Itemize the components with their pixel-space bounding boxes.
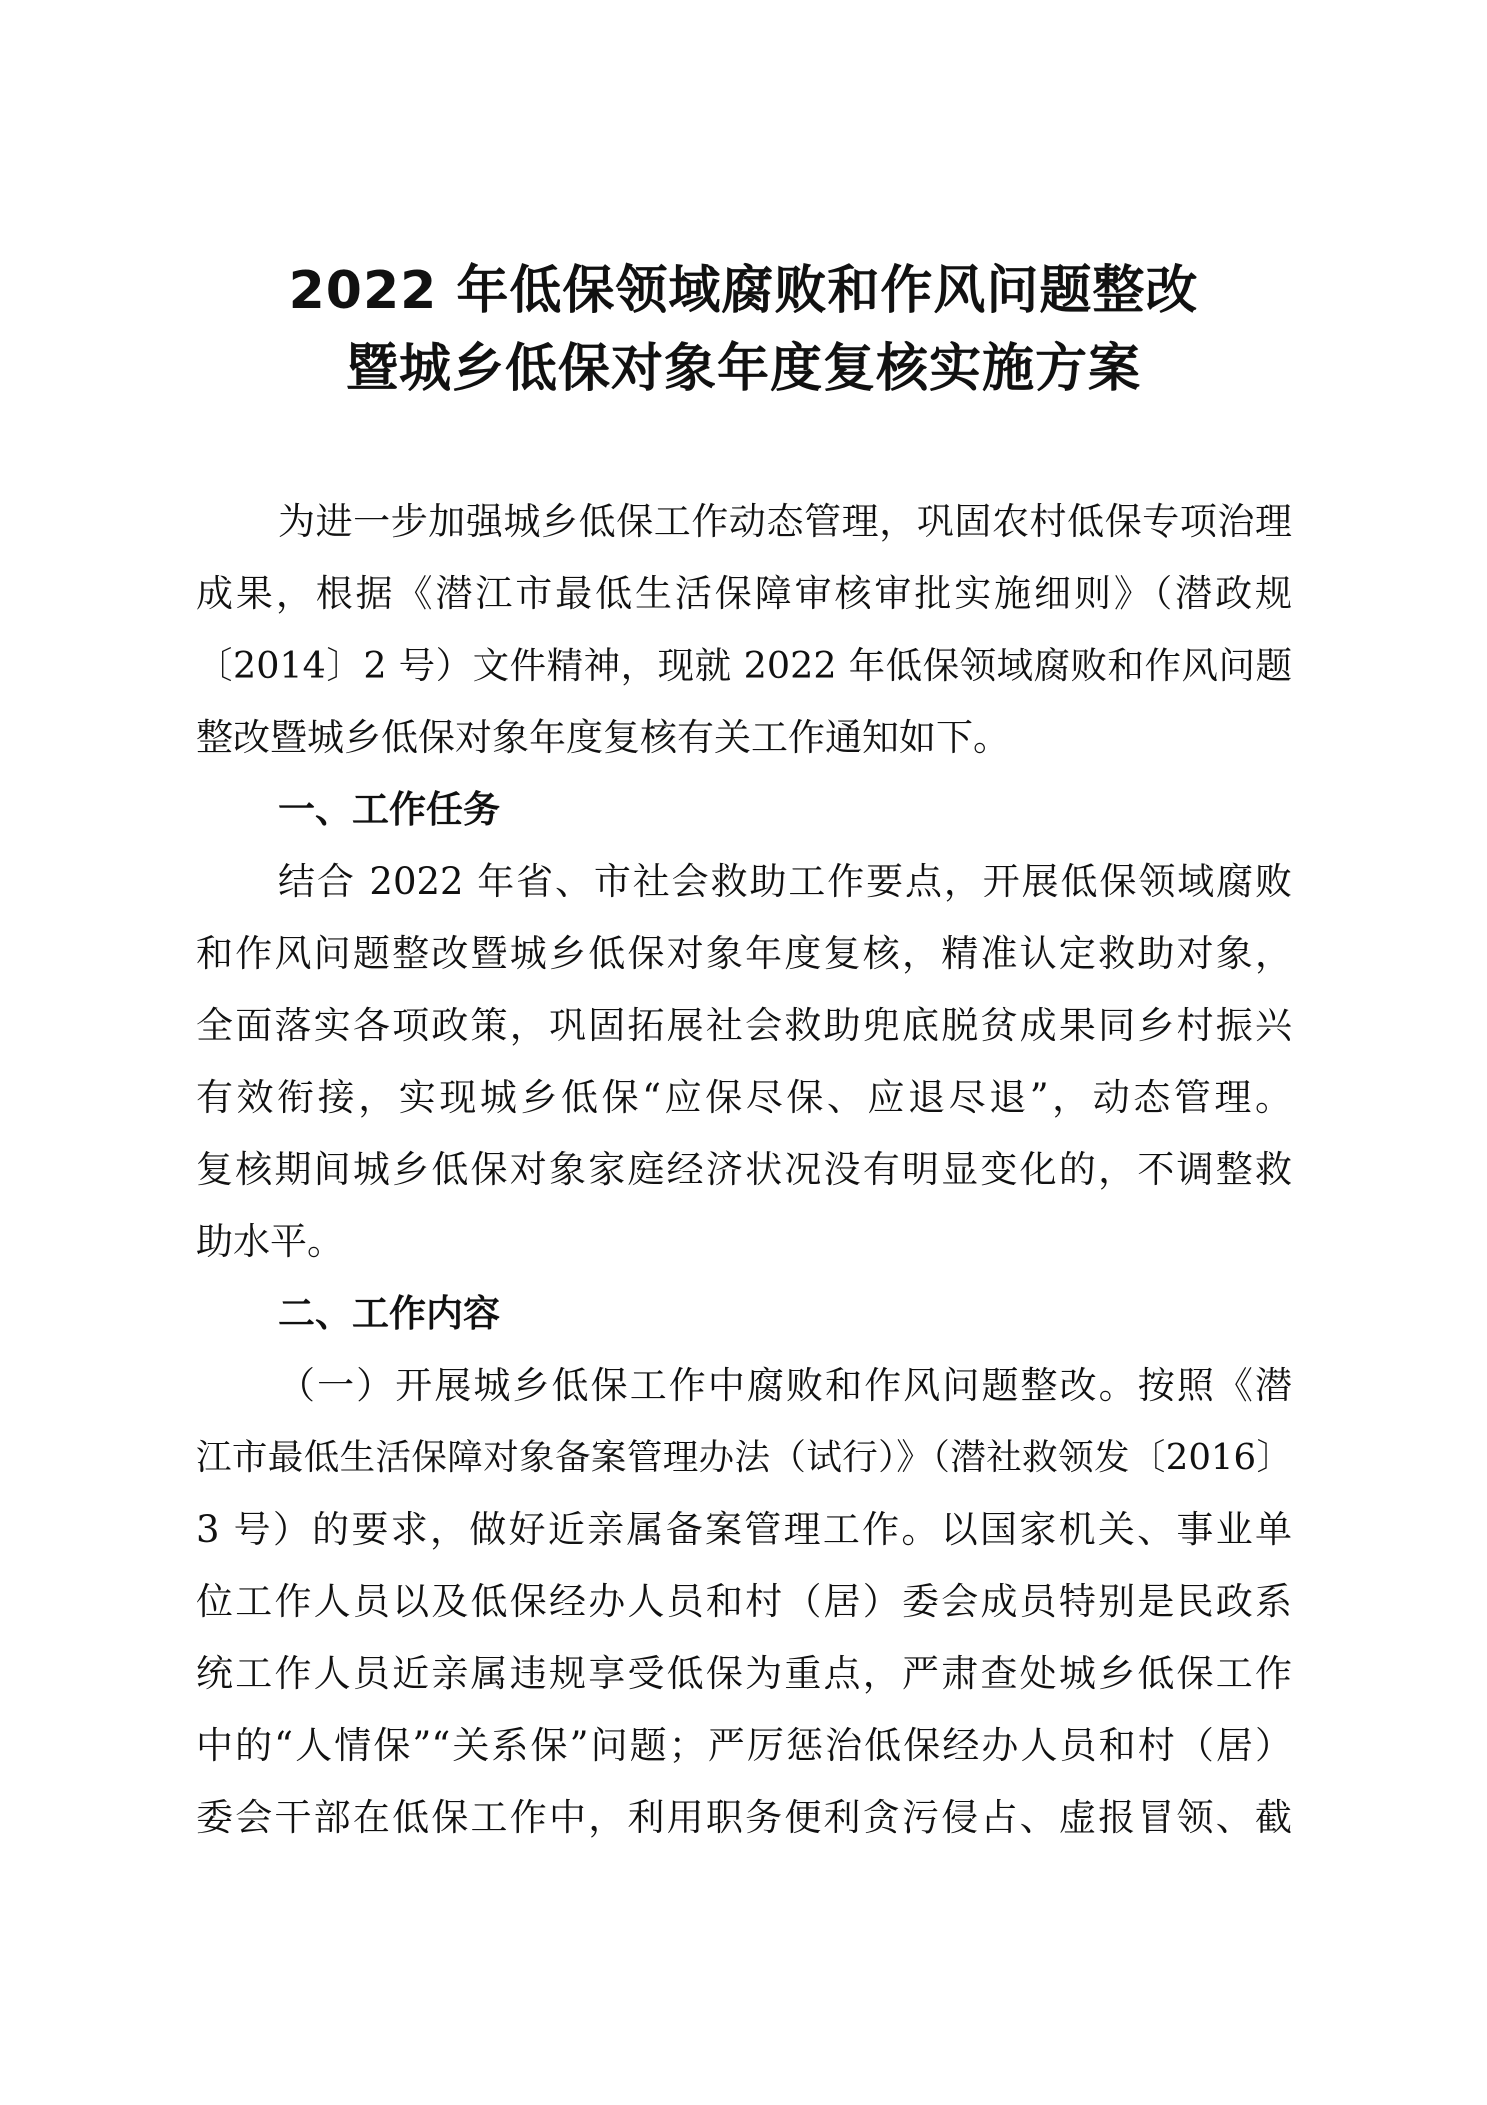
text-line: 位工作人员以及低保经办人员和村（居）委会成员特别是民政系 xyxy=(196,1580,1292,1623)
section-heading-content: 二、工作内容 xyxy=(278,1292,500,1335)
text-line: 复核期间城乡低保对象家庭经济状况没有明显变化的，不调整救 xyxy=(196,1148,1292,1191)
section-heading-tasks: 一、工作任务 xyxy=(278,788,500,831)
text-line: 3 号）的要求，做好近亲属备案管理工作。以国家机关、事业单 xyxy=(196,1508,1292,1551)
text-line: 成果，根据《潜江市最低生活保障审核审批实施细则》（潜政规 xyxy=(196,572,1292,615)
text-line: 〔2014〕2 号）文件精神，现就 2022 年低保领域腐败和作风问题 xyxy=(196,644,1292,687)
text-line: 结合 2022 年省、市社会救助工作要点，开展低保领域腐败 xyxy=(278,860,1292,903)
text-line: 整改暨城乡低保对象年度复核有关工作通知如下。 xyxy=(196,716,1010,759)
text-line: 助水平。 xyxy=(196,1220,344,1263)
text-line: 全面落实各项政策，巩固拓展社会救助兜底脱贫成果同乡村振兴 xyxy=(196,1004,1292,1047)
text-line: （一）开展城乡低保工作中腐败和作风问题整改。按照《潜 xyxy=(278,1364,1292,1407)
text-line: 委会干部在低保工作中，利用职务便利贪污侵占、虚报冒领、截 xyxy=(196,1796,1292,1839)
text-line: 为进一步加强城乡低保工作动态管理，巩固农村低保专项治理 xyxy=(278,500,1292,543)
document-title-line-1: 2022 年低保领域腐败和作风问题整改 xyxy=(288,261,1199,321)
document-title-line-2: 暨城乡低保对象年度复核实施方案 xyxy=(345,339,1141,399)
text-line: 和作风问题整改暨城乡低保对象年度复核，精准认定救助对象， xyxy=(196,932,1292,975)
text-line: 江市最低生活保障对象备案管理办法（试行）》（潜社救领发〔2016〕 xyxy=(196,1437,1292,1478)
text-line: 有效衔接，实现城乡低保“应保尽保、应退尽退”，动态管理。 xyxy=(196,1076,1292,1119)
text-line: 统工作人员近亲属违规享受低保为重点，严肃查处城乡低保工作 xyxy=(196,1652,1292,1695)
text-line: 中的“人情保”“关系保”问题；严厉惩治低保经办人员和村（居） xyxy=(196,1724,1292,1767)
